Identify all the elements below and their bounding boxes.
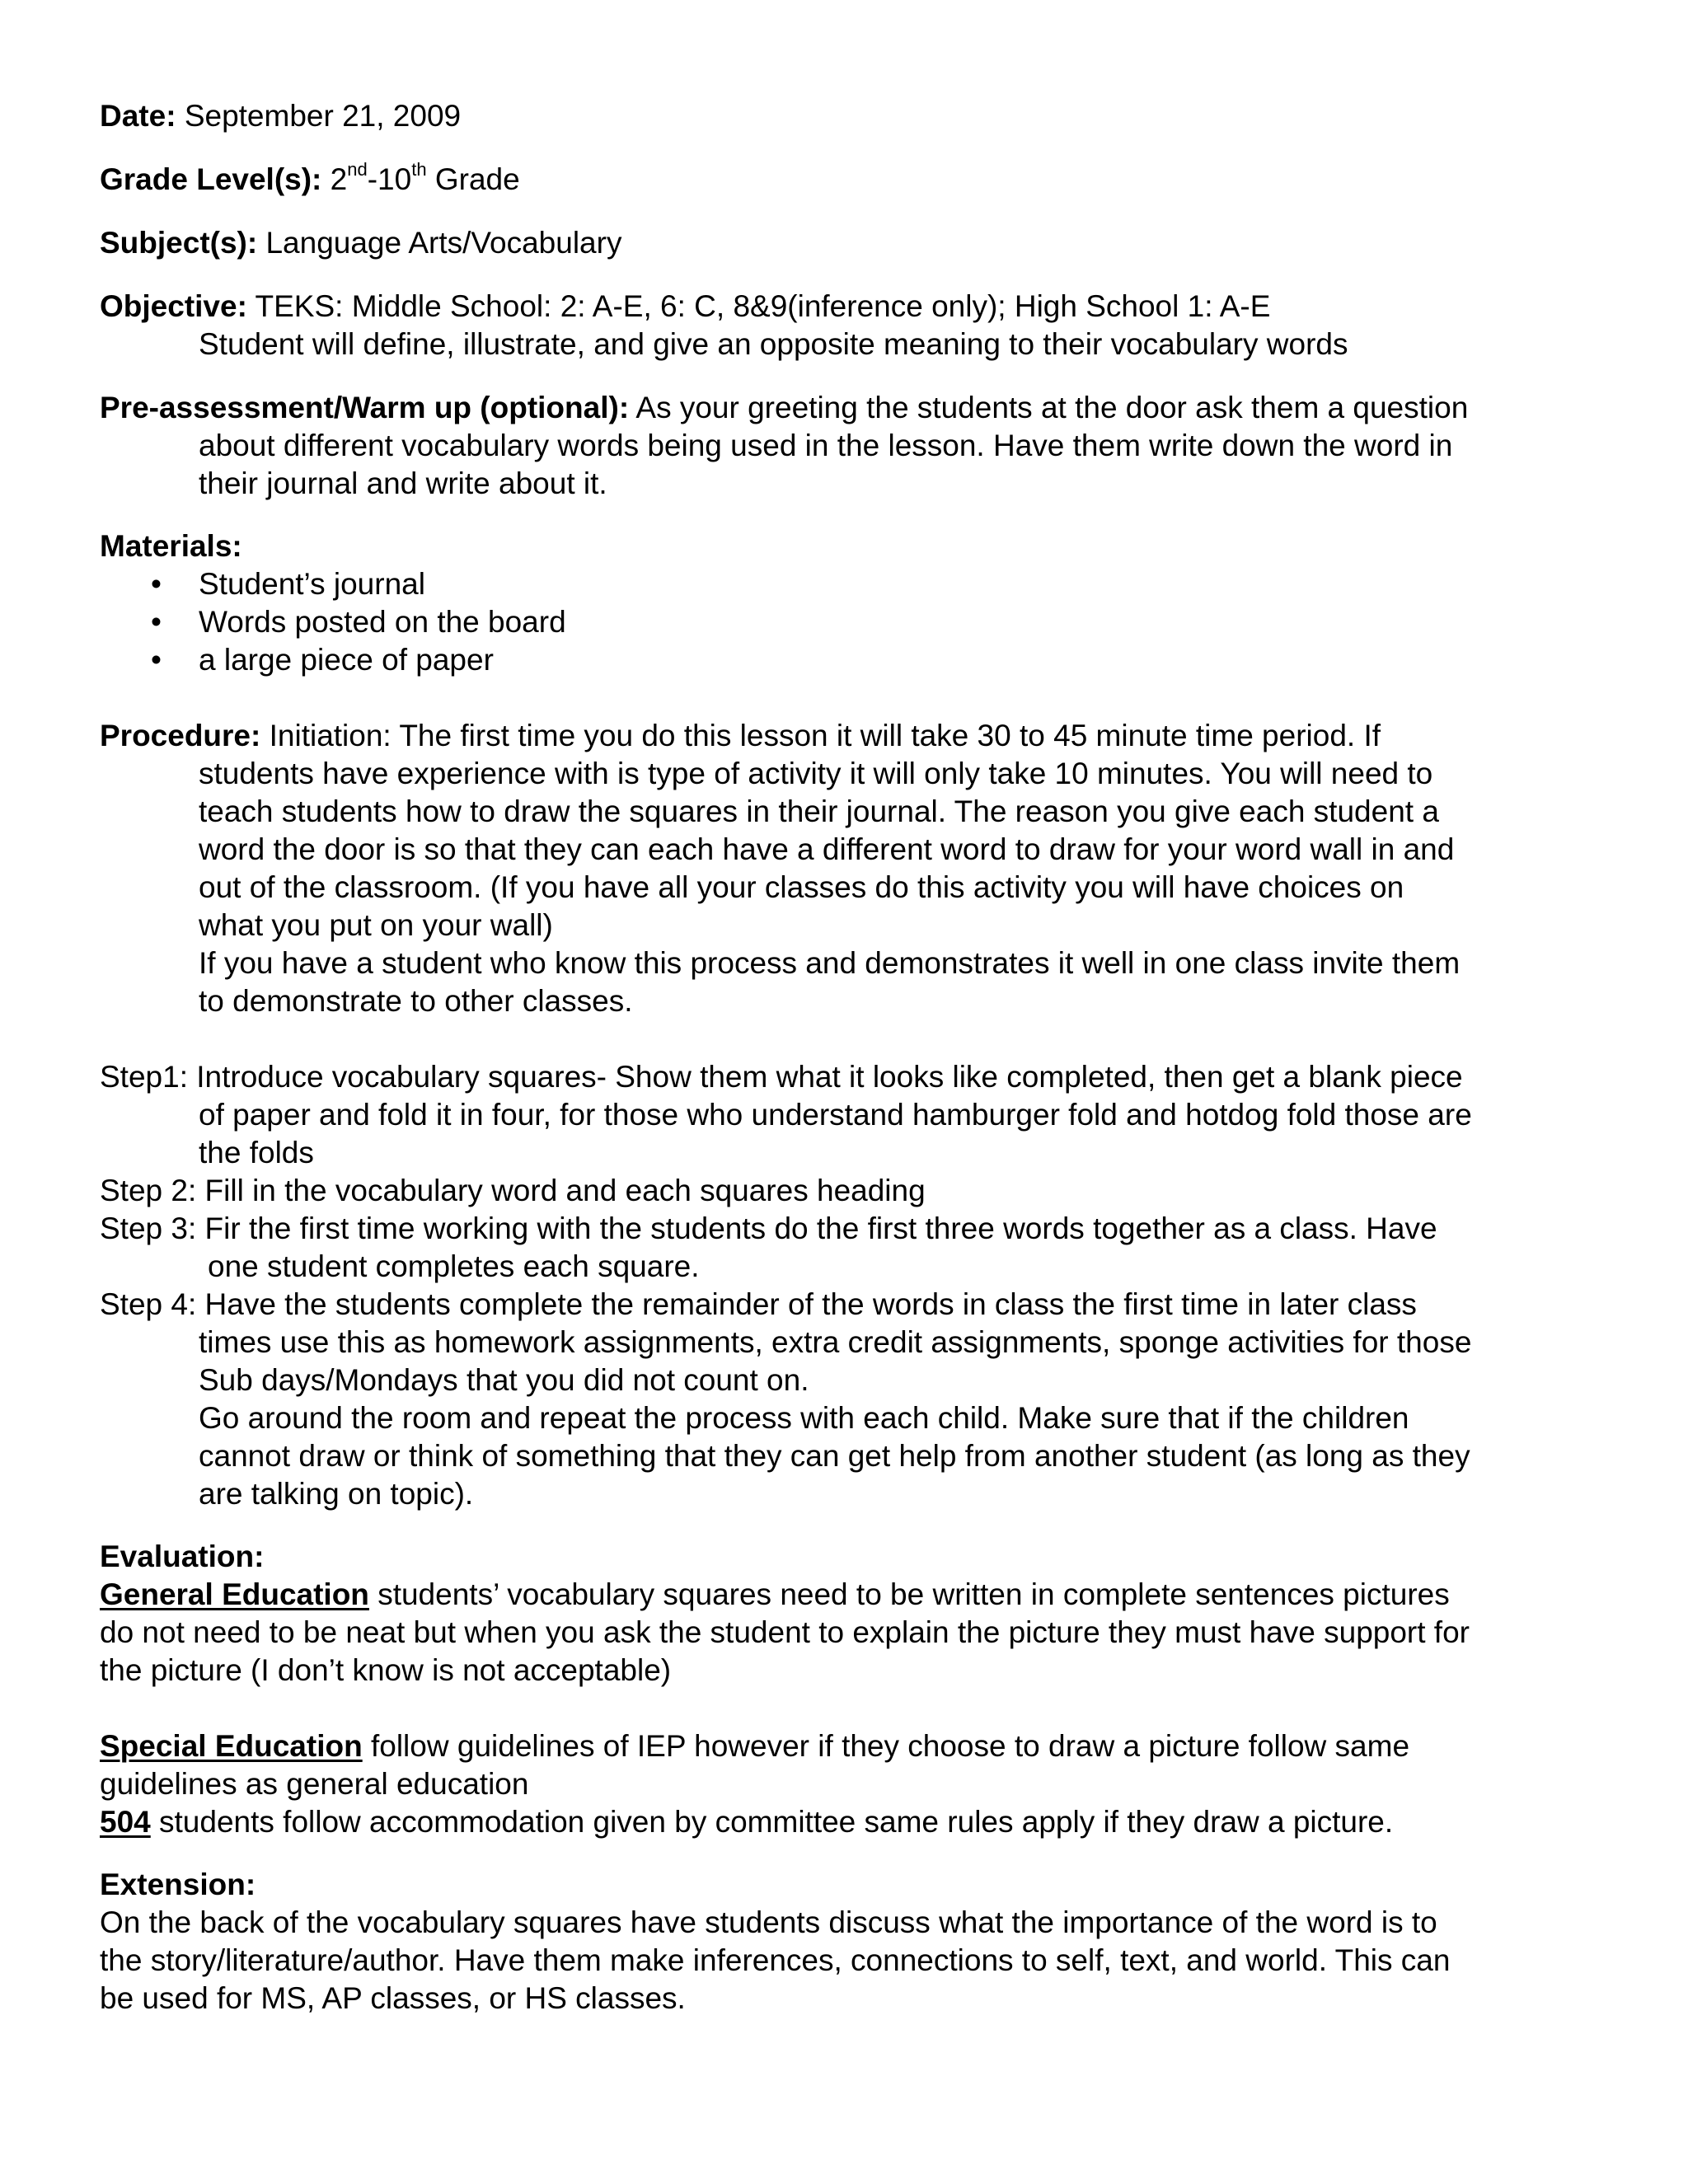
objective-value: TEKS: Middle School: 2: A-E, 6: C, 8&9(inference only); High School 1: A-E: [255, 289, 1271, 323]
special-education-label: Special Education: [100, 1729, 363, 1763]
preassessment-cont-1: about different vocabulary words being used in the lesson. Have them write down the word in: [199, 429, 1453, 462]
extension-text: be used for MS, AP classes, or HS classes.: [100, 1981, 686, 2015]
preassessment-line: [100, 389, 1608, 427]
procedure-cont: what you put on your wall): [199, 908, 553, 942]
procedure-cont: teach students how to draw the squares in their journal. The reason you give each student a: [199, 794, 1439, 828]
preassessment-cont-2: their journal and write about it.: [199, 466, 607, 500]
step-4-cont: times use this as homework assignments, extra credit assignments, sponge activities for those: [199, 1325, 1472, 1359]
general-education-label: General Education: [100, 1577, 369, 1611]
objective-line: [100, 288, 1608, 326]
lesson-plan: [100, 97, 1608, 2018]
preassessment-section: [100, 389, 1608, 503]
general-education-text: students’ vocabulary squares need to be written in complete sentences pictures: [377, 1577, 1450, 1611]
objective-label: Objective:: [100, 289, 247, 323]
section-504-label: 504: [100, 1805, 151, 1839]
subject-label: Subject(s):: [100, 226, 258, 260]
extension-text: On the back of the vocabulary squares have students discuss what the importance of the word is to: [100, 1905, 1437, 1939]
procedure-line: [100, 717, 1608, 755]
evaluation-label: Evaluation:: [100, 1540, 265, 1573]
bullet-icon: •: [151, 605, 162, 639]
grade-label: Grade Level(s):: [100, 162, 322, 196]
list-item: [100, 603, 1608, 641]
preassessment-text: As your greeting the students at the door ask them a question: [635, 391, 1469, 424]
procedure-section: [100, 717, 1608, 1020]
preassessment-label: Pre-assessment/Warm up (optional):: [100, 391, 630, 424]
procedure-text: Initiation: The first time you do this lesson it will take 30 to 45 minute time period. If: [269, 719, 1381, 752]
extension-section: [100, 1866, 1608, 2018]
steps-section: [100, 1058, 1608, 1513]
materials-section: [100, 527, 1608, 679]
bullet-icon: •: [151, 643, 162, 677]
general-education-cont: the picture (I don’t know is not acceptable): [100, 1653, 672, 1687]
material-text: Student’s journal: [199, 567, 425, 601]
procedure-cont: out of the classroom. (If you have all your classes do this activity you will have choices on: [199, 870, 1404, 904]
procedure-cont: students have experience with is type of activity it will only take 10 minutes. You will need to: [199, 757, 1433, 790]
step-4-cont: Sub days/Mondays that you did not count on.: [199, 1363, 809, 1397]
date-label: Date:: [100, 99, 176, 133]
material-text: Words posted on the board: [199, 605, 566, 639]
subject-line: [100, 224, 1608, 262]
subject-value: Language Arts/Vocabulary: [265, 226, 622, 260]
step-2: Step 2: Fill in the vocabulary word and each squares heading: [100, 1174, 926, 1207]
procedure-cont: to demonstrate to other classes.: [199, 984, 633, 1018]
extension-label: Extension:: [100, 1868, 256, 1901]
step-1: Step1: Introduce vocabulary squares- Show them what it looks like completed, then get a blank piece: [100, 1060, 1463, 1094]
step-1-cont: the folds: [199, 1136, 314, 1169]
step-3-cont: one student completes each square.: [208, 1249, 700, 1283]
step-4-cont: are talking on topic).: [199, 1477, 474, 1511]
procedure-cont: word the door is so that they can each have a different word to draw for your word wall in and: [199, 832, 1455, 866]
date-value: September 21, 2009: [184, 99, 462, 133]
grade-to-sup: th: [411, 158, 427, 180]
step-4-cont: Go around the room and repeat the process with each child. Make sure that if the children: [199, 1401, 1409, 1435]
grade-dash: -10: [367, 162, 412, 196]
section-504-text: students follow accommodation given by committee same rules apply if they draw a picture.: [159, 1805, 1394, 1839]
general-education-cont: do not need to be neat but when you ask the student to explain the picture they must have support for: [100, 1615, 1470, 1649]
grade-from: 2: [330, 162, 348, 196]
bullet-icon: •: [151, 567, 162, 601]
step-3: Step 3: Fir the first time working with the students do the first three words together as a class. Have: [100, 1212, 1437, 1245]
procedure-cont: If you have a student who know this process and demonstrates it well in one class invite them: [199, 946, 1461, 980]
step-1-cont: of paper and fold it in four, for those who understand hamburger fold and hotdog fold those are: [199, 1098, 1472, 1132]
extension-text: the story/literature/author. Have them make inferences, connections to self, text, and world. This can: [100, 1943, 1451, 1977]
grade-from-sup: nd: [347, 158, 368, 180]
general-education-line: [100, 1576, 1608, 1614]
grade-suffix: Grade: [434, 162, 520, 196]
special-education-line: [100, 1727, 1608, 1765]
objective-line-2: Student will define, illustrate, and give an opposite meaning to their vocabulary words: [199, 327, 1348, 361]
special-education-text: follow guidelines of IEP however if they choose to draw a picture follow same: [370, 1729, 1410, 1763]
list-item: [100, 565, 1608, 603]
step-4-cont: cannot draw or think of something that they can get help from another student (as long as they: [199, 1439, 1470, 1473]
section-504-line: [100, 1803, 1608, 1841]
special-education-cont: guidelines as general education: [100, 1767, 529, 1801]
procedure-label: Procedure:: [100, 719, 261, 752]
date-line: [100, 97, 1608, 135]
evaluation-section: [100, 1538, 1608, 1841]
material-text: a large piece of paper: [199, 643, 494, 677]
grade-line: [100, 158, 1608, 199]
objective-section: [100, 288, 1608, 363]
materials-label: Materials:: [100, 529, 242, 563]
list-item: [100, 641, 1608, 679]
step-4: Step 4: Have the students complete the remainder of the words in class the first time in later class: [100, 1287, 1417, 1321]
materials-list: [100, 565, 1608, 679]
